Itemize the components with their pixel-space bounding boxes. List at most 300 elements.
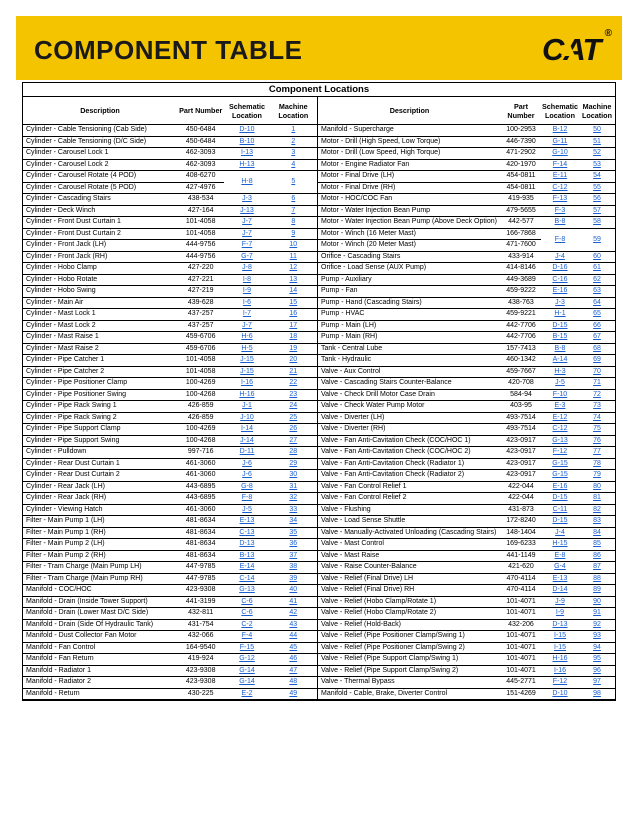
schematic-location	[224, 401, 269, 413]
machine-location-link[interactable]: 64	[593, 298, 601, 306]
machine-location-link[interactable]: 18	[289, 333, 298, 341]
schematic-location-link[interactable]: J-7	[242, 229, 252, 237]
schematic-location-link[interactable]: E-13	[552, 574, 568, 582]
part-number: 441-3199	[177, 596, 224, 608]
part-number: 403-95	[501, 401, 541, 413]
part-number: 481-8634	[177, 516, 224, 528]
schematic-location	[224, 366, 269, 378]
machine-location-link[interactable]: 43	[289, 620, 298, 628]
machine-location-link[interactable]: 97	[593, 678, 601, 686]
table-row	[318, 297, 615, 309]
schematic-location-link[interactable]: G-12	[239, 655, 255, 663]
machine-location-link[interactable]: 26	[289, 425, 298, 433]
schematic-location-link[interactable]: J-4	[555, 528, 565, 536]
table-row	[23, 309, 317, 321]
component-description: Pump - Main (RH)	[318, 332, 501, 344]
machine-location-link[interactable]: 49	[289, 689, 298, 697]
schematic-location-link[interactable]: H-1	[554, 310, 566, 318]
machine-location	[579, 378, 615, 390]
schematic-location	[541, 332, 579, 344]
machine-location-link[interactable]: 65	[593, 310, 601, 318]
schematic-location-link[interactable]: G-10	[552, 149, 568, 157]
col-header-schematic: Schematic Location	[224, 97, 269, 125]
machine-location	[270, 665, 317, 677]
machine-location-link[interactable]: 16	[289, 310, 298, 318]
machine-location-link[interactable]: 63	[593, 287, 601, 295]
component-description: Valve - Thermal Bypass	[318, 677, 501, 689]
part-number: 100-4268	[177, 435, 224, 447]
schematic-location-link[interactable]: A-14	[552, 356, 568, 364]
part-number: 450-6484	[177, 125, 224, 137]
schematic-location	[541, 631, 579, 643]
machine-location-link[interactable]: 29	[289, 459, 298, 467]
schematic-location-link[interactable]: J-1	[242, 402, 252, 410]
schematic-location-link[interactable]: G-14	[239, 678, 255, 686]
machine-location-link[interactable]: 9	[291, 229, 296, 237]
schematic-location-link[interactable]: D-10	[239, 126, 255, 134]
machine-location	[579, 309, 615, 321]
machine-location-link[interactable]: 47	[289, 666, 298, 674]
machine-location-link[interactable]: 34	[289, 517, 298, 525]
machine-location	[270, 309, 317, 321]
schematic-location-link[interactable]: F-7	[241, 241, 253, 249]
schematic-location-link[interactable]: J-3	[242, 195, 252, 203]
schematic-location-link[interactable]: H-13	[239, 160, 255, 168]
schematic-location-link[interactable]: G-11	[552, 137, 568, 145]
part-number: 427-164	[177, 205, 224, 217]
table-row	[318, 573, 615, 585]
table-row	[23, 240, 317, 252]
machine-location-link[interactable]: 88	[593, 574, 601, 582]
schematic-location-link[interactable]: B-8	[554, 218, 566, 226]
schematic-location-link[interactable]: F-10	[552, 390, 568, 398]
table-row	[23, 412, 317, 424]
part-number: 101-4071	[501, 642, 541, 654]
schematic-location-link[interactable]: H-16	[239, 390, 255, 398]
machine-location-link[interactable]: 58	[593, 218, 601, 226]
schematic-location-link[interactable]: C-11	[552, 505, 568, 513]
machine-location-link[interactable]: 17	[289, 321, 298, 329]
machine-location-link[interactable]: 11	[289, 252, 297, 260]
machine-location-link[interactable]: 60	[593, 252, 601, 260]
schematic-location-link[interactable]: J-15	[240, 356, 254, 364]
machine-location-link[interactable]: 41	[289, 597, 298, 605]
machine-location-link[interactable]: 44	[289, 632, 298, 640]
machine-location-link[interactable]: 70	[593, 367, 601, 375]
part-number: 450-6484	[177, 136, 224, 148]
schematic-location-link[interactable]: C-2	[241, 620, 253, 628]
schematic-location-link[interactable]: H-3	[554, 367, 566, 375]
table-row	[23, 389, 317, 401]
machine-location-link[interactable]: 51	[593, 137, 601, 145]
schematic-location-link[interactable]: D-13	[552, 620, 568, 628]
schematic-location-link[interactable]: J-5	[242, 505, 252, 513]
component-description: Cylinder - Cable Tensioning (D/C Side)	[23, 136, 177, 148]
machine-location-link[interactable]: 52	[593, 149, 601, 157]
schematic-location-link[interactable]: I-13	[240, 149, 254, 157]
machine-location-link[interactable]: 94	[593, 643, 601, 651]
schematic-location-link[interactable]: B-12	[552, 126, 568, 134]
machine-location-link[interactable]: 59	[593, 235, 601, 243]
component-description: Filter - Main Pump 1 (LH)	[23, 516, 177, 528]
part-number: 459-6706	[177, 332, 224, 344]
part-number: 421-620	[501, 562, 541, 574]
schematic-location-link[interactable]: D-15	[552, 321, 568, 329]
machine-location-link[interactable]: 81	[593, 494, 601, 502]
machine-location-link[interactable]: 96	[593, 666, 601, 674]
machine-location-link[interactable]: 36	[289, 540, 298, 548]
machine-location-link[interactable]: 31	[289, 482, 298, 490]
machine-location-link[interactable]: 12	[289, 264, 298, 272]
machine-location-link[interactable]: 38	[289, 563, 298, 571]
machine-location-link[interactable]: 73	[593, 402, 601, 410]
machine-location-link[interactable]: 1	[291, 126, 296, 134]
machine-location-link[interactable]: 40	[289, 586, 298, 594]
machine-location-link[interactable]: 10	[289, 241, 298, 249]
part-number: 437-257	[177, 309, 224, 321]
schematic-location-link[interactable]: B-15	[552, 333, 568, 341]
schematic-location	[541, 619, 579, 631]
table-row	[23, 205, 317, 217]
machine-location-link[interactable]: 19	[289, 344, 298, 352]
schematic-location	[541, 366, 579, 378]
machine-location-link[interactable]: 28	[289, 448, 298, 456]
machine-location-link[interactable]: 56	[593, 195, 601, 203]
machine-location-link[interactable]: 78	[593, 459, 601, 467]
schematic-location-link[interactable]: C-16	[552, 275, 568, 283]
machine-location	[579, 585, 615, 597]
machine-location-link[interactable]: 90	[593, 597, 601, 605]
schematic-location-link[interactable]: I-16	[553, 666, 567, 674]
component-description: Motor - Winch (16 Meter Mast)	[318, 228, 501, 240]
col-header-machine: Machine Location	[579, 97, 615, 125]
schematic-location-link[interactable]: D-10	[552, 689, 568, 697]
part-number: 442-577	[501, 217, 541, 229]
schematic-location-link[interactable]: F-13	[552, 195, 568, 203]
machine-location-link[interactable]: 13	[289, 275, 298, 283]
schematic-location-link[interactable]: J-10	[240, 413, 254, 421]
schematic-location	[224, 608, 269, 620]
part-number: 423-9308	[177, 677, 224, 689]
schematic-location-link[interactable]: J-8	[242, 264, 252, 272]
machine-location-link[interactable]: 57	[593, 206, 601, 214]
machine-location-link[interactable]: 21	[289, 367, 298, 375]
machine-location-link[interactable]: 5	[291, 178, 296, 185]
part-number: 461-3060	[177, 458, 224, 470]
component-description: Valve - Fan Control Relief 1	[318, 481, 501, 493]
table-row	[318, 309, 615, 321]
component-description: Tank - Hydraulic	[318, 355, 501, 367]
schematic-location-link[interactable]: F-15	[239, 643, 255, 651]
component-description: Manifold - Drain (Side Of Hydraulic Tank)	[23, 619, 177, 631]
machine-location-link[interactable]: 25	[289, 413, 298, 421]
machine-location-link[interactable]: 14	[289, 287, 298, 295]
table-row	[318, 355, 615, 367]
schematic-location	[541, 297, 579, 309]
schematic-location-link[interactable]: E-14	[239, 563, 255, 571]
machine-location	[579, 596, 615, 608]
schematic-location-link[interactable]: I-6	[242, 298, 252, 306]
part-number: 427-4976	[177, 182, 224, 194]
machine-location-link[interactable]: 92	[593, 620, 601, 628]
schematic-location-link[interactable]: F-8	[241, 494, 253, 502]
machine-location-link[interactable]: 93	[593, 632, 601, 640]
page-title: COMPONENT TABLE	[34, 35, 303, 65]
schematic-location-link[interactable]: I-7	[242, 310, 252, 318]
machine-location-link[interactable]: 3	[291, 149, 296, 157]
schematic-location-link[interactable]: E-2	[241, 689, 253, 697]
schematic-location	[224, 573, 269, 585]
schematic-location-link[interactable]: D-13	[239, 540, 255, 548]
machine-location-link[interactable]: 54	[593, 172, 601, 180]
schematic-location-link[interactable]: G-4	[554, 563, 566, 571]
schematic-location-link[interactable]: D-11	[239, 448, 255, 456]
schematic-location-link[interactable]: G-14	[239, 666, 255, 674]
machine-location-link[interactable]: 22	[289, 379, 298, 387]
machine-location-link[interactable]: 66	[593, 321, 601, 329]
machine-location	[270, 125, 317, 137]
machine-location-link[interactable]: 8	[291, 218, 296, 226]
machine-location-link[interactable]: 61	[593, 264, 601, 272]
schematic-location-link[interactable]: H-6	[241, 333, 253, 341]
schematic-location-link[interactable]: J-6	[242, 471, 252, 479]
machine-location-link[interactable]: 39	[289, 574, 298, 582]
part-number: 414-8146	[501, 263, 541, 275]
schematic-location-link[interactable]: G-13	[552, 436, 568, 444]
schematic-location-link[interactable]: J-7	[242, 321, 252, 329]
schematic-location-link[interactable]: I-9	[555, 609, 565, 617]
machine-location-link[interactable]: 80	[593, 482, 601, 490]
machine-location	[579, 516, 615, 528]
schematic-location	[224, 389, 269, 401]
schematic-location-link[interactable]: B-13	[239, 551, 255, 559]
machine-location-link[interactable]: 6	[291, 195, 296, 203]
schematic-location-link[interactable]: H-15	[552, 540, 568, 548]
component-description: Manifold - Drain (Inside Tower Support)	[23, 596, 177, 608]
machine-location-link[interactable]: 23	[289, 390, 298, 398]
schematic-location-link[interactable]: F-8	[554, 235, 566, 243]
table-row	[318, 194, 615, 206]
schematic-location-link[interactable]: D-15	[552, 494, 568, 502]
schematic-location	[541, 573, 579, 585]
component-description: Valve - Mast Control	[318, 539, 501, 551]
component-description: Tank - Central Lube	[318, 343, 501, 355]
schematic-location-link[interactable]: C-6	[241, 597, 253, 605]
schematic-location-link[interactable]: G-7	[241, 252, 253, 260]
schematic-location-link[interactable]: D-14	[552, 586, 568, 594]
machine-location-link[interactable]: 46	[289, 655, 298, 663]
schematic-location	[224, 562, 269, 574]
machine-location-link[interactable]: 27	[289, 436, 298, 444]
machine-location-link[interactable]: 37	[289, 551, 298, 559]
schematic-location-link[interactable]: J-6	[242, 459, 252, 467]
schematic-location-link[interactable]: J-7	[242, 218, 252, 226]
machine-location-link[interactable]: 71	[593, 379, 601, 387]
component-description: Cylinder - Pipe Catcher 1	[23, 355, 177, 367]
schematic-location-link[interactable]: J-4	[555, 252, 565, 260]
schematic-location-link[interactable]: G-15	[552, 459, 568, 467]
part-number: 427-221	[177, 274, 224, 286]
component-description: Valve - Diverter (LH)	[318, 412, 501, 424]
schematic-location-link[interactable]: F-14	[552, 160, 568, 168]
machine-location-link[interactable]: 72	[593, 390, 601, 398]
machine-location	[270, 159, 317, 171]
schematic-location-link[interactable]: F-12	[552, 448, 568, 456]
schematic-location-link[interactable]: J-15	[240, 367, 254, 375]
machine-location-link[interactable]: 32	[289, 494, 298, 502]
part-number: 442-7706	[501, 320, 541, 332]
schematic-location-link[interactable]: J-3	[555, 298, 565, 306]
machine-location-link[interactable]: 2	[291, 137, 296, 145]
machine-location	[579, 688, 615, 700]
part-number: 166-7868	[501, 228, 541, 240]
machine-location-link[interactable]: 67	[593, 333, 601, 341]
schematic-location-link[interactable]: J-14	[240, 436, 254, 444]
machine-location-link[interactable]: 35	[289, 528, 298, 536]
schematic-location	[224, 320, 269, 332]
machine-location-link[interactable]: 69	[593, 356, 601, 364]
table-row	[318, 608, 615, 620]
machine-location-link[interactable]: 42	[289, 609, 298, 617]
schematic-location	[224, 642, 269, 654]
machine-location-link[interactable]: 53	[593, 160, 601, 168]
component-description: Cylinder - Hobo Clamp	[23, 263, 177, 275]
machine-location-link[interactable]: 82	[593, 505, 601, 513]
machine-location-link[interactable]: 55	[593, 183, 601, 191]
machine-location-link[interactable]: 87	[593, 563, 601, 571]
schematic-location-link[interactable]: I-15	[553, 643, 567, 651]
machine-location-link[interactable]: 86	[593, 551, 601, 559]
machine-location-link[interactable]: 74	[593, 413, 601, 421]
schematic-location-link[interactable]: D-15	[552, 517, 568, 525]
schematic-location-link[interactable]: C-6	[241, 609, 253, 617]
machine-location	[579, 631, 615, 643]
part-number: 420-1970	[501, 159, 541, 171]
machine-location-link[interactable]: 62	[593, 275, 601, 283]
schematic-location-link[interactable]: J-13	[240, 206, 254, 214]
machine-location-link[interactable]: 15	[289, 298, 298, 306]
component-description: Valve - Relief (Pipe Positioner Clamp/Swing 2)	[318, 642, 501, 654]
machine-location-link[interactable]: 85	[593, 540, 601, 548]
component-description: Cylinder - Cable Tensioning (Cab Side)	[23, 125, 177, 137]
machine-location-link[interactable]: 50	[593, 126, 601, 134]
machine-location	[579, 458, 615, 470]
schematic-location-link[interactable]: I-15	[553, 632, 567, 640]
machine-location-link[interactable]: 30	[289, 471, 298, 479]
logo-triangle-icon	[561, 40, 575, 56]
component-description: Valve - Check Drill Motor Case Drain	[318, 389, 501, 401]
machine-location-link[interactable]: 83	[593, 517, 601, 525]
part-number: 459-7667	[501, 366, 541, 378]
schematic-location-link[interactable]: F-3	[554, 206, 566, 214]
machine-location-link[interactable]: 89	[593, 586, 601, 594]
schematic-location-link[interactable]: B-10	[239, 137, 255, 145]
part-number: 100-4269	[177, 378, 224, 390]
schematic-location-link[interactable]: E-3	[554, 402, 566, 410]
component-description: Cylinder - Cascading Stairs	[23, 194, 177, 206]
schematic-location-link[interactable]: H-8	[241, 178, 253, 185]
schematic-location-link[interactable]: I-16	[240, 379, 254, 387]
schematic-location-link[interactable]: B-8	[554, 344, 566, 352]
machine-location-link[interactable]: 84	[593, 528, 601, 536]
component-description: Valve - Load Sense Shuttle	[318, 516, 501, 528]
schematic-location-link[interactable]: G-8	[241, 482, 253, 490]
machine-location-link[interactable]: 91	[593, 609, 601, 617]
schematic-location-link[interactable]: E-16	[552, 482, 568, 490]
machine-location-link[interactable]: 4	[291, 160, 296, 168]
schematic-location-link[interactable]: C-14	[239, 574, 255, 582]
table-row	[318, 688, 615, 700]
machine-location-link[interactable]: 68	[593, 344, 601, 352]
schematic-location-link[interactable]: E-11	[552, 172, 568, 180]
machine-location	[579, 286, 615, 298]
schematic-location-link[interactable]: F-12	[552, 678, 568, 686]
part-number: 445-2771	[501, 677, 541, 689]
part-number: 439-628	[177, 297, 224, 309]
table-title: Component Locations	[22, 82, 616, 96]
machine-location-link[interactable]: 45	[289, 643, 298, 651]
schematic-location-link[interactable]: F-4	[241, 632, 253, 640]
schematic-location-link[interactable]: I-9	[242, 287, 252, 295]
part-number: 408-6270	[177, 171, 224, 183]
schematic-location-link[interactable]: C-13	[239, 528, 255, 536]
part-number: 481-8634	[177, 527, 224, 539]
machine-location	[579, 608, 615, 620]
machine-location-link[interactable]: 95	[593, 655, 601, 663]
schematic-location-link[interactable]: C-12	[552, 183, 568, 191]
schematic-location-link[interactable]: E-13	[239, 517, 255, 525]
part-number: 462-3093	[177, 148, 224, 160]
part-number: 460-1342	[501, 355, 541, 367]
machine-location-link[interactable]: 77	[593, 448, 601, 456]
machine-location-link[interactable]: 75	[593, 425, 601, 433]
machine-location-link[interactable]: 20	[289, 356, 298, 364]
part-number: 430-225	[177, 688, 224, 700]
machine-location	[579, 504, 615, 516]
schematic-location-link[interactable]: G-15	[552, 471, 568, 479]
table-row	[23, 481, 317, 493]
machine-location-link[interactable]: 76	[593, 436, 601, 444]
schematic-location-link[interactable]: C-12	[552, 425, 568, 433]
component-description: Motor - Final Drive (LH)	[318, 171, 501, 183]
col-header-part: Part Number	[177, 97, 224, 125]
schematic-location-link[interactable]: E-8	[554, 551, 566, 559]
schematic-location	[541, 435, 579, 447]
schematic-location-link[interactable]: J-9	[555, 597, 565, 605]
machine-location	[270, 642, 317, 654]
schematic-location-link[interactable]: E-12	[552, 413, 568, 421]
part-number: 459-9221	[501, 309, 541, 321]
schematic-location-link[interactable]: G-13	[239, 586, 255, 594]
table-row	[23, 125, 317, 137]
schematic-location-link[interactable]: I-14	[240, 425, 254, 433]
machine-location-link[interactable]: 79	[593, 471, 601, 479]
machine-location-link[interactable]: 7	[291, 206, 296, 214]
table-row	[23, 286, 317, 298]
schematic-location-link[interactable]: E-16	[552, 287, 568, 295]
schematic-location-link[interactable]: I-8	[242, 275, 252, 283]
machine-location-link[interactable]: 48	[289, 678, 298, 686]
schematic-location-link[interactable]: J-5	[555, 379, 565, 387]
component-description: Motor - Water Injection Bean Pump (Above Deck Option)	[318, 217, 501, 229]
schematic-location-link[interactable]: D-16	[552, 264, 568, 272]
schematic-location-link[interactable]: H-16	[552, 655, 568, 663]
machine-location-link[interactable]: 24	[289, 402, 298, 410]
schematic-location-link[interactable]: H-5	[241, 344, 253, 352]
machine-location	[270, 596, 317, 608]
machine-location-link[interactable]: 98	[593, 689, 601, 697]
machine-location-link[interactable]: 33	[289, 505, 298, 513]
